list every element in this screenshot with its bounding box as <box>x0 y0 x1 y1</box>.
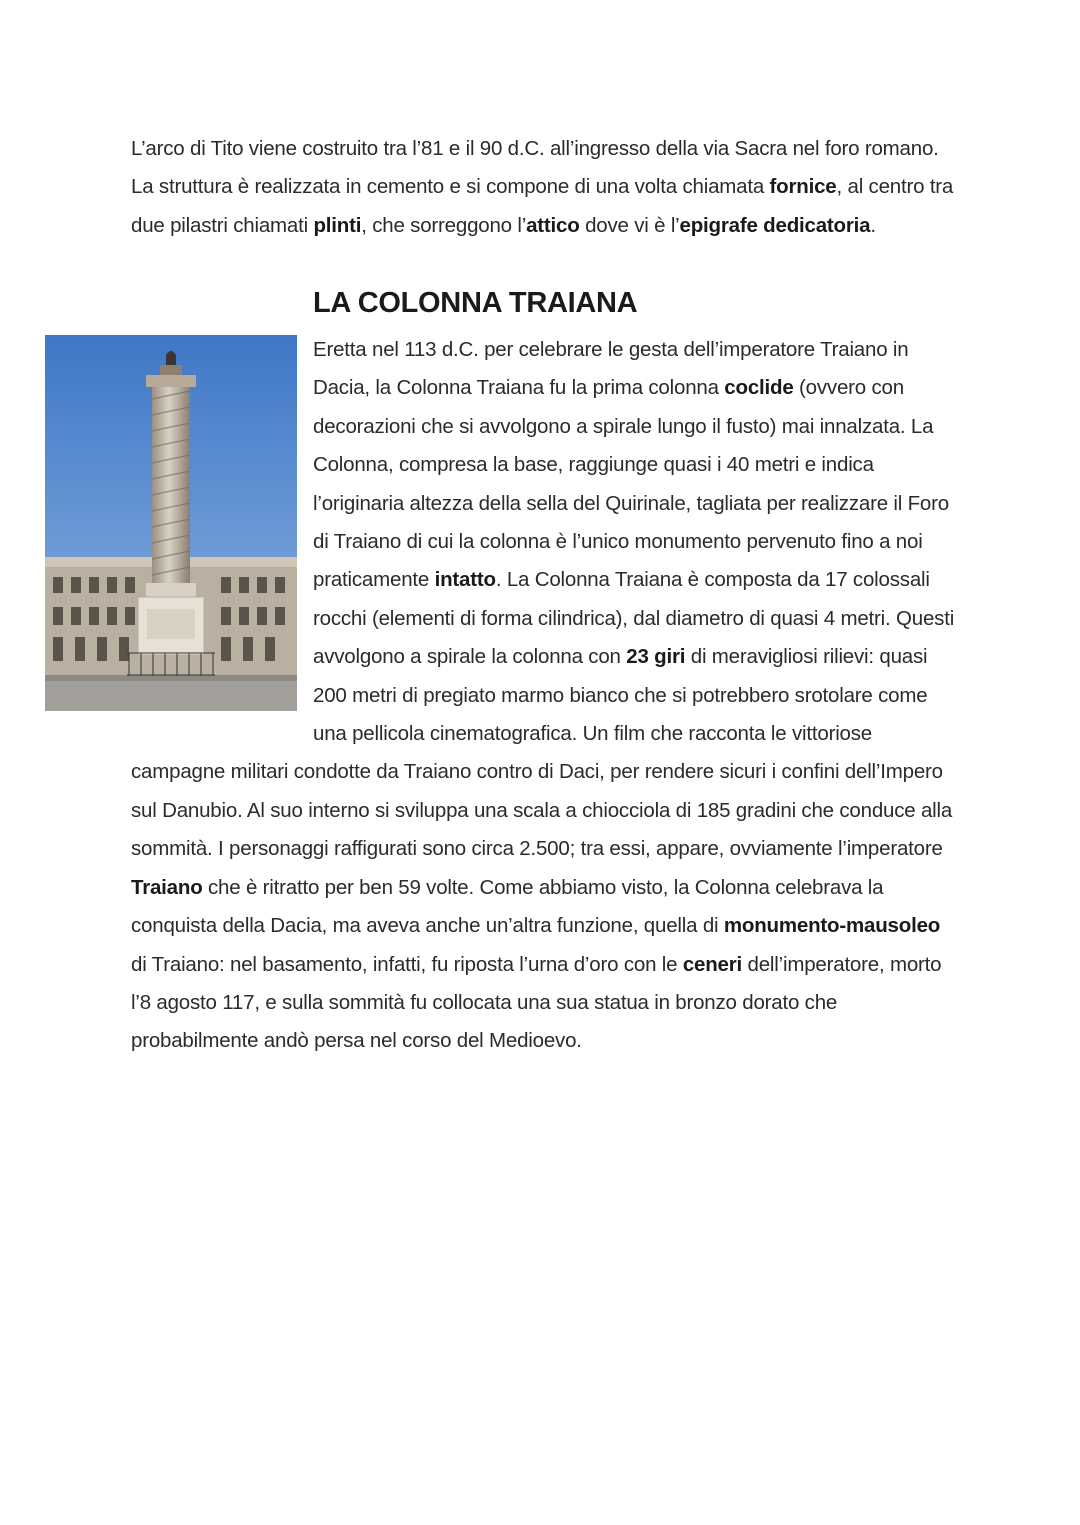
term-epigrafe: epigrafe dedicatoria <box>679 213 871 237</box>
term-attico: attico <box>526 213 580 237</box>
intro-text-5: . <box>870 213 876 237</box>
body-text-2: (ovvero con decorazioni che si avvolgono a spirale lungo il fusto) mai innalzata. La Colonna, compresa la base, raggiunge quasi i 40 metri e indica l’originaria altezza della sella del Quirinale, tagliata per realizzare il Foro di Traiano di cui la colonna è l’unico monumento pervenuto fino a noi praticamente <box>313 376 949 592</box>
term-plinti: plinti <box>313 213 362 237</box>
intro-text-3: , che sorreggono l’ <box>361 213 527 237</box>
body-text-4: di meravigliosi rilievi: quasi 200 metri di pregiato marmo bianco che si potrebbero srotolare come una pellicola cinematografica. Un film che racconta le vittoriose campagne militari condotte da Traiano contro di Daci, per rendere sicuri i confini dell’Impero sul Danubio. Al suo interno si sviluppa una scala a chiocciola di 185 gradini che conduce alla sommità. I personaggi raffigurati sono circa 2.500; tra essi, appare, ovviamente l’imperatore <box>131 645 953 861</box>
intro-paragraph <box>131 130 961 245</box>
term-intatto: intatto <box>434 568 496 592</box>
body-text-7: dell’imperatore, morto l’8 agosto 117, e sulla sommità fu collocata una sua statua in bronzo dorato che probabilmente andò persa nel corso del Medioevo. <box>131 952 942 1053</box>
body-text-3: . La Colonna Traiana è composta da 17 colossali rocchi (elementi di forma cilindrica), dal diametro di quasi 4 metri. Questi avvolgono a spirale la colonna con <box>313 568 955 669</box>
section-title: LA COLONNA TRAIANA <box>313 287 638 319</box>
term-monumento-mausoleo: monumento-mausoleo <box>723 914 941 938</box>
intro-text-4: dove vi è l’ <box>579 213 680 237</box>
term-coclide: coclide <box>724 376 794 400</box>
body-text-6: di Traiano: nel basamento, infatti, fu riposta l’urna d’oro con le <box>131 952 683 976</box>
term-traiano: Traiano <box>131 875 203 899</box>
body-text-1: Eretta nel 113 d.C. per celebrare le gesta dell’imperatore Traiano in Dacia, la Colonna Traiana fu la prima colonna <box>313 338 909 400</box>
term-23-giri: 23 giri <box>626 645 686 669</box>
column-photo <box>45 335 297 711</box>
term-ceneri: ceneri <box>682 952 743 976</box>
term-fornice: fornice <box>769 175 837 199</box>
intro-text-2: , al centro tra due pilastri chiamati <box>131 175 954 237</box>
intro-text-1: L’arco di Tito viene costruito tra l’81 e il 90 d.C. all’ingresso della via Sacra nel foro romano. La struttura è realizzata in cemento e si compone di una volta chiamata <box>131 137 939 199</box>
section-body <box>131 331 961 1061</box>
column-photo-svg <box>45 335 297 711</box>
body-text-5: che è ritratto per ben 59 volte. Come abbiamo visto, la Colonna celebrava la conquista della Dacia, ma aveva anche un’altra funzione, quella di <box>131 875 884 938</box>
